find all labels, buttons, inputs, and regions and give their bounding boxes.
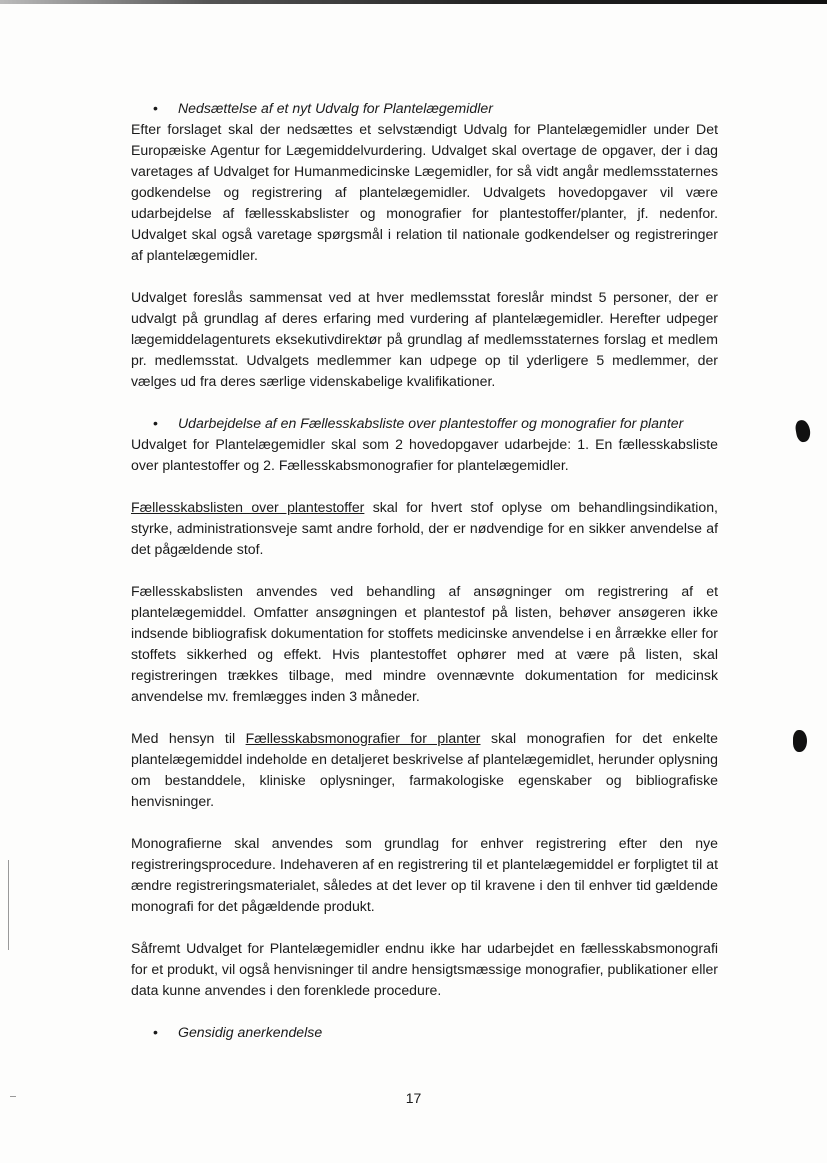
bullet-heading-text: Gensidig anerkendelse (178, 1024, 323, 1040)
paragraph-5: Fællesskabslisten anvendes ved behandling af ansøgninger om registrering af et plantelægemiddel. Omfatter ansøgningen et plantestof på listen, behøver ansøgeren ikke indsende bibliografisk dokumentation for stoffets medicinske anvendelse i en årrække eller for stoffets sikkerhed og effekt. Hvis plantestoffet ophører med at være på listen, skal registreringen trækkes tilbage, med mindre ovennævnte dokumentation for medicinsk anvendelse mv. fremlægges inden 3 måneder. (131, 583, 718, 704)
paragraph-6-start: Med hensyn til (131, 730, 246, 746)
underlined-term: Fællesskabsmonografier for planter (245, 730, 481, 746)
underlined-term: Fællesskabslisten over plantestoffer (131, 499, 365, 515)
paragraph-3: Udvalget for Plantelægemidler skal som 2 hovedopgaver udarbejde: 1. En fællesskabsliste over plantestoffer og 2. Fællesskabsmonografier for plantelægemidler. (131, 436, 718, 473)
page-number: 17 (405, 1090, 422, 1106)
punch-hole-mark (793, 730, 807, 752)
bullet-heading-text: Udarbejdelse af en Fællesskabsliste over plantestoffer og monografier for planter (178, 415, 684, 431)
bullet-icon: • (153, 1024, 158, 1040)
paragraph-4-text: skal for hvert stof oplyse om behandlingsindikation, styrke, administrationsveje samt andre forhold, der er nødvendige for en sikker anvendelse af det pågældende stof. (131, 499, 718, 557)
paragraph-6 (131, 728, 718, 812)
bullet-heading-mutual-recognition (131, 1022, 718, 1043)
paragraph-1: Efter forslaget skal der nedsættes et selvstændigt Udvalg for Plantelægemidler under Det Europæiske Agentur for Lægemiddelvurdering. Udvalget skal overtage de opgaver, der i dag varetages af Udvalget for Humanmedicinske Lægemidler, for så vidt angår medlemsstaternes godkendelse og registrering af plantelægemidler. Udvalgets hovedopgaver vil være udarbejdelse af fællesskabslister og monografier for plantestoffer/planter, jf. nedenfor. Udvalget skal også varetage spørgsmål i relation til nationale godkendelser og registreringer af plantelægemidler. (131, 121, 718, 263)
margin-line (8, 860, 9, 950)
punch-hole-mark (794, 419, 812, 443)
paragraph-7: Monografierne skal anvendes som grundlag for enhver registrering efter den nye registreringsprocedure. Indehaveren af en registrering til et plantelægemiddel er forpligtet til at ændre registreringsmaterialet, således at det lever op til kravene i den til enhver tid gældende monografi for det pågældende produkt. (131, 835, 718, 914)
bullet-icon: • (153, 100, 158, 116)
margin-dash (10, 1096, 16, 1097)
paragraph-8: Såfremt Udvalget for Plantelægemidler endnu ikke har udarbejdet en fællesskabsmonografi for et produkt, vil også henvisninger til andre hensigtsmæssige monografier, publikationer eller data kunne anvendes i den forenklede procedure. (131, 940, 718, 998)
bullet-heading-committee (131, 98, 718, 119)
paragraph-4 (131, 497, 718, 560)
bullet-heading-text: Nedsættelse af et nyt Udvalg for Plantelægemidler (178, 100, 493, 116)
document-body (131, 98, 718, 1043)
paragraph-6-text: skal monografien for det enkelte plantelægemiddel indeholde en detaljeret beskrivelse af plantelægemidlet, herunder oplysning om bestanddele, kliniske oplysninger, farmakologiske egenskaber og bibliografiske henvisninger. (131, 730, 718, 809)
paragraph-2: Udvalget foreslås sammensat ved at hver medlemsstat foreslår mindst 5 personer, der er udvalgt på grundlag af deres erfaring med vurdering af plantelægemidler. Herefter udpeger lægemiddelagenturets eksekutivdirektør på grundlag af medlemsstaternes forslag et medlem pr. medlemsstat. Udvalgets medlemmer kan udpege op til yderligere 5 medlemmer, der vælges ud fra deres særlige videnskabelige kvalifikationer. (131, 289, 718, 389)
scan-edge (0, 0, 827, 4)
bullet-heading-community-list (131, 413, 718, 434)
bullet-icon: • (153, 415, 158, 431)
